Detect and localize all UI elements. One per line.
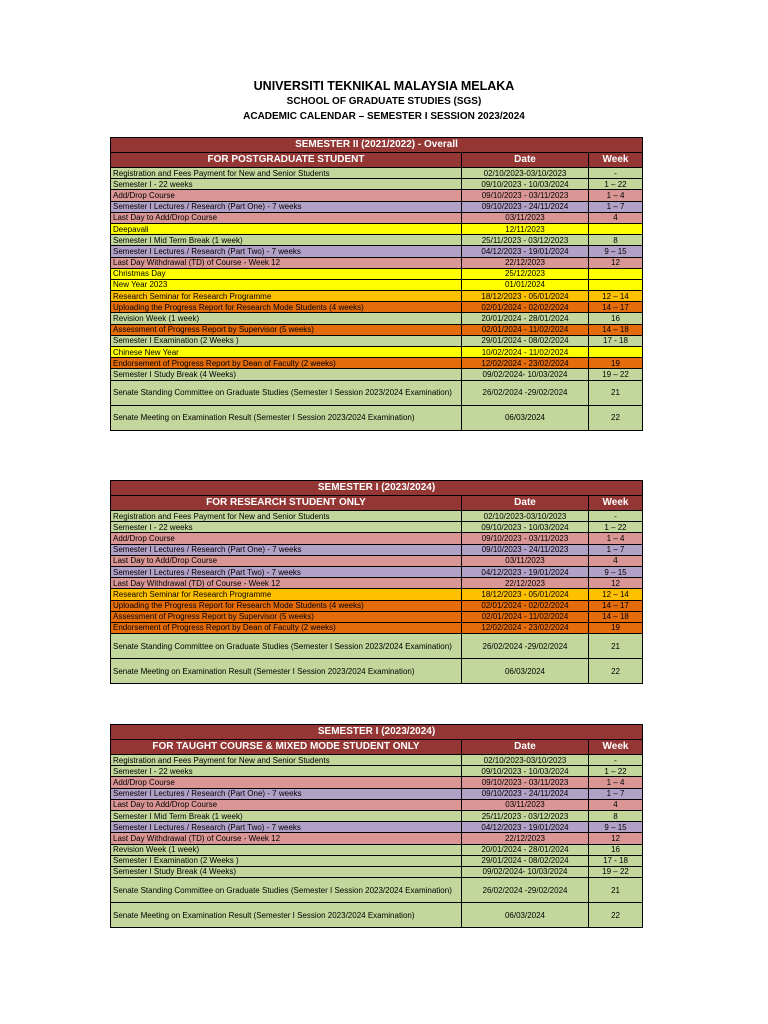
activity-cell: Add/Drop Course xyxy=(111,190,462,201)
table-row xyxy=(111,511,643,522)
column-header-date: Date xyxy=(462,496,589,511)
activity-cell: Senate Meeting on Examination Result (Semester I Session 2023/2024 Examination) xyxy=(111,659,462,684)
date-cell: 06/03/2024 xyxy=(462,903,589,928)
date-cell: 06/03/2024 xyxy=(462,405,589,430)
activity-cell: Last Day to Add/Drop Course xyxy=(111,555,462,566)
activity-cell: Last Day to Add/Drop Course xyxy=(111,799,462,810)
activity-cell: Registration and Fees Payment for New and Senior Students xyxy=(111,168,462,179)
week-cell: 1 – 7 xyxy=(589,201,643,212)
date-cell: 03/11/2023 xyxy=(462,212,589,223)
week-cell: 1 – 22 xyxy=(589,766,643,777)
date-cell: 09/10/2023 - 03/11/2023 xyxy=(462,533,589,544)
date-cell: 18/12/2023 - 05/01/2024 xyxy=(462,589,589,600)
date-cell: 03/11/2023 xyxy=(462,799,589,810)
week-cell: 1 – 7 xyxy=(589,788,643,799)
column-header-date: Date xyxy=(462,153,589,168)
week-cell: - xyxy=(589,755,643,766)
week-cell: 9 – 15 xyxy=(589,566,643,577)
activity-cell: Deepavali xyxy=(111,223,462,234)
column-header-week: Week xyxy=(589,740,643,755)
activity-cell: Semester I Study Break (4 Weeks) xyxy=(111,866,462,877)
table-row xyxy=(111,347,643,358)
date-cell: 29/01/2024 - 08/02/2024 xyxy=(462,335,589,346)
week-cell: 19 xyxy=(589,622,643,633)
activity-cell: Research Seminar for Research Programme xyxy=(111,589,462,600)
table-row xyxy=(111,212,643,223)
activity-cell: Semester I Study Break (4 Weeks) xyxy=(111,369,462,380)
date-cell: 10/02/2024 - 11/02/2024 xyxy=(462,347,589,358)
activity-cell: Semester I Lectures / Research (Part Two) - 7 weeks xyxy=(111,246,462,257)
week-cell: 22 xyxy=(589,659,643,684)
date-cell: 01/01/2024 xyxy=(462,279,589,290)
table-row xyxy=(111,755,643,766)
table-row xyxy=(111,358,643,369)
activity-cell: Assessment of Progress Report by Supervisor (5 weeks) xyxy=(111,324,462,335)
week-cell: 1 – 22 xyxy=(589,179,643,190)
activity-cell: Senate Standing Committee on Graduate Studies (Semester I Session 2023/2024 Examination) xyxy=(111,634,462,659)
table-title: SEMESTER I (2023/2024) xyxy=(111,725,643,740)
table-row xyxy=(111,235,643,246)
week-cell xyxy=(589,279,643,290)
school-name: SCHOOL OF GRADUATE STUDIES (SGS) xyxy=(286,96,482,107)
table-title-row xyxy=(111,725,643,740)
activity-cell: Semester I Lectures / Research (Part One) - 7 weeks xyxy=(111,544,462,555)
activity-cell: Semester I Lectures / Research (Part Two) - 7 weeks xyxy=(111,822,462,833)
date-cell: 02/01/2024 - 02/02/2024 xyxy=(462,600,589,611)
date-cell: 09/10/2023 - 10/03/2024 xyxy=(462,766,589,777)
table-row xyxy=(111,659,643,684)
date-cell: 02/10/2023-03/10/2023 xyxy=(462,168,589,179)
activity-cell: Registration and Fees Payment for New and Senior Students xyxy=(111,755,462,766)
table-row xyxy=(111,788,643,799)
week-cell: 16 xyxy=(589,313,643,324)
activity-cell: Semester I Mid Term Break (1 week) xyxy=(111,810,462,821)
table-row xyxy=(111,777,643,788)
week-cell: 19 – 22 xyxy=(589,369,643,380)
table-row xyxy=(111,878,643,903)
week-cell: 14 – 17 xyxy=(589,302,643,313)
table-row xyxy=(111,246,643,257)
activity-cell: Last Day Withdrawal (TD) of Course - Week 12 xyxy=(111,833,462,844)
table-title: SEMESTER II (2021/2022) - Overall xyxy=(111,138,643,153)
table-row xyxy=(111,179,643,190)
table-row xyxy=(111,566,643,577)
activity-cell: Last Day Withdrawal (TD) of Course - Week 12 xyxy=(111,257,462,268)
date-cell: 22/12/2023 xyxy=(462,257,589,268)
table-row xyxy=(111,335,643,346)
week-cell: 21 xyxy=(589,380,643,405)
week-cell: 1 – 22 xyxy=(589,522,643,533)
date-cell: 20/01/2024 - 28/01/2024 xyxy=(462,844,589,855)
activity-cell: Assessment of Progress Report by Supervisor (5 weeks) xyxy=(111,611,462,622)
table-row xyxy=(111,855,643,866)
table-row xyxy=(111,844,643,855)
date-cell: 09/02/2024- 10/03/2024 xyxy=(462,369,589,380)
week-cell: 12 xyxy=(589,833,643,844)
table-title-row xyxy=(111,138,643,153)
week-cell: 14 – 18 xyxy=(589,611,643,622)
week-cell: 1 – 4 xyxy=(589,190,643,201)
activity-cell: Endorsement of Progress Report by Dean of Faculty (2 weeks) xyxy=(111,622,462,633)
table-header-row xyxy=(111,496,643,511)
table-row xyxy=(111,223,643,234)
activity-cell: Last Day to Add/Drop Course xyxy=(111,212,462,223)
week-cell: 17 - 18 xyxy=(589,335,643,346)
date-cell: 03/11/2023 xyxy=(462,555,589,566)
date-cell: 26/02/2024 -29/02/2024 xyxy=(462,634,589,659)
table-row xyxy=(111,903,643,928)
activity-cell: Semester I Examination (2 Weeks ) xyxy=(111,855,462,866)
date-cell: 04/12/2023 - 19/01/2024 xyxy=(462,246,589,257)
table-row xyxy=(111,555,643,566)
date-cell: 09/10/2023 - 10/03/2024 xyxy=(462,179,589,190)
table-header-row xyxy=(111,153,643,168)
activity-cell: Senate Meeting on Examination Result (Semester I Session 2023/2024 Examination) xyxy=(111,903,462,928)
column-header-activity: FOR POSTGRADUATE STUDENT xyxy=(111,153,462,168)
table-row xyxy=(111,268,643,279)
taught-course-calendar-table xyxy=(110,724,643,928)
activity-cell: Christmas Day xyxy=(111,268,462,279)
activity-cell: Revision Week (1 week) xyxy=(111,313,462,324)
table-row xyxy=(111,380,643,405)
table-row xyxy=(111,766,643,777)
column-header-activity: FOR TAUGHT COURSE & MIXED MODE STUDENT ONLY xyxy=(111,740,462,755)
week-cell xyxy=(589,347,643,358)
date-cell: 02/01/2024 - 11/02/2024 xyxy=(462,611,589,622)
week-cell: 1 – 4 xyxy=(589,777,643,788)
date-cell: 09/10/2023 - 10/03/2024 xyxy=(462,522,589,533)
activity-cell: Semester I - 22 weeks xyxy=(111,766,462,777)
table-row xyxy=(111,405,643,430)
activity-cell: Senate Meeting on Examination Result (Semester I Session 2023/2024 Examination) xyxy=(111,405,462,430)
table-row xyxy=(111,190,643,201)
week-cell: 9 – 15 xyxy=(589,246,643,257)
week-cell: 14 – 18 xyxy=(589,324,643,335)
activity-cell: Senate Standing Committee on Graduate Studies (Semester I Session 2023/2024 Examination) xyxy=(111,878,462,903)
table-row xyxy=(111,313,643,324)
activity-cell: Registration and Fees Payment for New and Senior Students xyxy=(111,511,462,522)
date-cell: 09/10/2023 - 24/11/2024 xyxy=(462,788,589,799)
week-cell: 22 xyxy=(589,903,643,928)
date-cell: 12/11/2023 xyxy=(462,223,589,234)
week-cell: 8 xyxy=(589,810,643,821)
activity-cell: Revision Week (1 week) xyxy=(111,844,462,855)
activity-cell: Endorsement of Progress Report by Dean of Faculty (2 weeks) xyxy=(111,358,462,369)
date-cell: 22/12/2023 xyxy=(462,578,589,589)
table-row xyxy=(111,810,643,821)
week-cell: 12 xyxy=(589,578,643,589)
date-cell: 26/02/2024 -29/02/2024 xyxy=(462,878,589,903)
week-cell: 1 – 7 xyxy=(589,544,643,555)
postgraduate-calendar-table xyxy=(110,137,643,431)
table-row xyxy=(111,600,643,611)
date-cell: 25/11/2023 - 03/12/2023 xyxy=(462,810,589,821)
activity-cell: Semester I Examination (2 Weeks ) xyxy=(111,335,462,346)
activity-cell: Semester I - 22 weeks xyxy=(111,179,462,190)
table-header-row xyxy=(111,740,643,755)
document-title: ACADEMIC CALENDAR – SEMESTER I SESSION 2023/2024 xyxy=(243,111,525,122)
table-row xyxy=(111,799,643,810)
activity-cell: Add/Drop Course xyxy=(111,777,462,788)
table-row xyxy=(111,522,643,533)
activity-cell: Semester I Lectures / Research (Part Two) - 7 weeks xyxy=(111,566,462,577)
activity-cell: Last Day Withdrawal (TD) of Course - Week 12 xyxy=(111,578,462,589)
table-row xyxy=(111,291,643,302)
date-cell: 09/10/2023 - 03/11/2023 xyxy=(462,190,589,201)
week-cell xyxy=(589,268,643,279)
column-header-date: Date xyxy=(462,740,589,755)
date-cell: 02/01/2024 - 02/02/2024 xyxy=(462,302,589,313)
date-cell: 09/10/2023 - 03/11/2023 xyxy=(462,777,589,788)
activity-cell: Semester I Mid Term Break (1 week) xyxy=(111,235,462,246)
date-cell: 02/10/2023-03/10/2023 xyxy=(462,755,589,766)
week-cell: 8 xyxy=(589,235,643,246)
table-row xyxy=(111,279,643,290)
date-cell: 12/02/2024 - 23/02/2024 xyxy=(462,358,589,369)
week-cell: 19 xyxy=(589,358,643,369)
week-cell xyxy=(589,223,643,234)
date-cell: 26/02/2024 -29/02/2024 xyxy=(462,380,589,405)
activity-cell: Semester I - 22 weeks xyxy=(111,522,462,533)
table-row xyxy=(111,302,643,313)
table-row xyxy=(111,634,643,659)
table-row xyxy=(111,369,643,380)
date-cell: 18/12/2023 - 05/01/2024 xyxy=(462,291,589,302)
week-cell: 19 – 22 xyxy=(589,866,643,877)
week-cell: 12 – 14 xyxy=(589,291,643,302)
activity-cell: Senate Standing Committee on Graduate Studies (Semester I Session 2023/2024 Examination) xyxy=(111,380,462,405)
table-row xyxy=(111,324,643,335)
table-row xyxy=(111,622,643,633)
week-cell: 22 xyxy=(589,405,643,430)
week-cell: 21 xyxy=(589,634,643,659)
activity-cell: Semester I Lectures / Research (Part One) - 7 weeks xyxy=(111,788,462,799)
week-cell: 4 xyxy=(589,212,643,223)
date-cell: 06/03/2024 xyxy=(462,659,589,684)
activity-cell: Semester I Lectures / Research (Part One) - 7 weeks xyxy=(111,201,462,212)
table-row xyxy=(111,201,643,212)
date-cell: 09/02/2024- 10/03/2024 xyxy=(462,866,589,877)
column-header-activity: FOR RESEARCH STUDENT ONLY xyxy=(111,496,462,511)
activity-cell: Add/Drop Course xyxy=(111,533,462,544)
week-cell: 12 xyxy=(589,257,643,268)
university-name: UNIVERSITI TEKNIKAL MALAYSIA MELAKA xyxy=(253,79,515,93)
week-cell: 4 xyxy=(589,555,643,566)
table-row xyxy=(111,589,643,600)
table-row xyxy=(111,257,643,268)
table-row xyxy=(111,544,643,555)
date-cell: 09/10/2023 - 24/11/2024 xyxy=(462,201,589,212)
date-cell: 20/01/2024 - 28/01/2024 xyxy=(462,313,589,324)
date-cell: 02/01/2024 - 11/02/2024 xyxy=(462,324,589,335)
activity-cell: Uploading the Progress Report for Research Mode Students (4 weeks) xyxy=(111,600,462,611)
table-row xyxy=(111,168,643,179)
week-cell: 1 – 4 xyxy=(589,533,643,544)
research-student-calendar-table xyxy=(110,480,643,684)
date-cell: 25/12/2023 xyxy=(462,268,589,279)
table-row xyxy=(111,822,643,833)
table-row xyxy=(111,533,643,544)
week-cell: 14 – 17 xyxy=(589,600,643,611)
date-cell: 22/12/2023 xyxy=(462,833,589,844)
week-cell: 9 – 15 xyxy=(589,822,643,833)
week-cell: 12 – 14 xyxy=(589,589,643,600)
week-cell: 17 - 18 xyxy=(589,855,643,866)
date-cell: 04/12/2023 - 19/01/2024 xyxy=(462,566,589,577)
table-row xyxy=(111,611,643,622)
table-row xyxy=(111,833,643,844)
week-cell: 16 xyxy=(589,844,643,855)
table-title: SEMESTER I (2023/2024) xyxy=(111,481,643,496)
table-row xyxy=(111,578,643,589)
date-cell: 02/10/2023-03/10/2023 xyxy=(462,511,589,522)
table-row xyxy=(111,866,643,877)
date-cell: 12/02/2024 - 23/02/2024 xyxy=(462,622,589,633)
week-cell: 4 xyxy=(589,799,643,810)
date-cell: 04/12/2023 - 19/01/2024 xyxy=(462,822,589,833)
date-cell: 09/10/2023 - 24/11/2023 xyxy=(462,544,589,555)
table-title-row xyxy=(111,481,643,496)
column-header-week: Week xyxy=(589,496,643,511)
date-cell: 29/01/2024 - 08/02/2024 xyxy=(462,855,589,866)
activity-cell: Research Seminar for Research Programme xyxy=(111,291,462,302)
week-cell: - xyxy=(589,511,643,522)
activity-cell: New Year 2023 xyxy=(111,279,462,290)
activity-cell: Chinese New Year xyxy=(111,347,462,358)
column-header-week: Week xyxy=(589,153,643,168)
activity-cell: Uploading the Progress Report for Research Mode Students (4 weeks) xyxy=(111,302,462,313)
week-cell: 21 xyxy=(589,878,643,903)
date-cell: 25/11/2023 - 03/12/2023 xyxy=(462,235,589,246)
week-cell: - xyxy=(589,168,643,179)
